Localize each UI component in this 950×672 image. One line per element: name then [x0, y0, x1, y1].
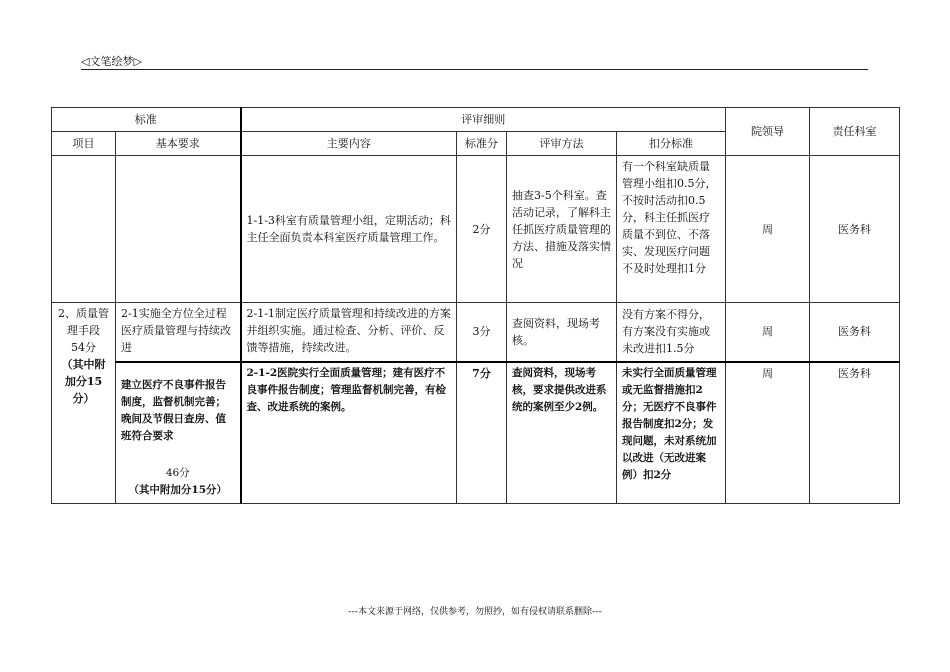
footer-disclaimer: ---本文来源于网络，仅供参考，勿照抄，如有侵权请联系删除---	[348, 607, 602, 617]
row1-basic-req	[116, 156, 241, 303]
row3-score: 7分	[457, 362, 507, 504]
header-review-rules: 评审细则	[241, 108, 726, 132]
row2-item-title: 2、质量管理手段	[58, 307, 109, 337]
row3-basic-req-text: 建立医疗不良事件报告制度，监督机制完善；晚间及节假日查房、值班符合要求	[121, 378, 226, 442]
row2-item-note: （其中附加分15分）	[61, 358, 106, 405]
header-standard: 标准	[52, 108, 241, 132]
header-dept: 责任科室	[810, 108, 900, 156]
row3-dept: 医务科	[810, 362, 900, 504]
row3-basic-req-note: （其中附加分15分）	[128, 483, 228, 496]
row1-score: 2分	[457, 156, 507, 303]
row2-dept: 医务科	[810, 303, 900, 362]
table-row	[52, 303, 900, 362]
table-row	[52, 362, 900, 504]
col-score: 标准分	[457, 132, 507, 156]
row3-method: 查阅资料，现场考核，要求提供改进系统的案例至少2例。	[507, 362, 617, 504]
col-method: 评审方法	[507, 132, 617, 156]
row3-basic-req	[116, 362, 241, 504]
row2-leader: 周	[726, 303, 810, 362]
row2-method: 查阅资料，现场考核。	[507, 303, 617, 362]
row3-basic-req-score: 46分	[165, 466, 190, 479]
document-header: ◁文笔绘梦▷	[81, 55, 142, 68]
col-main-content: 主要内容	[241, 132, 457, 156]
row3-leader: 周	[726, 362, 810, 504]
table-row	[52, 156, 900, 303]
row2-item	[52, 303, 116, 504]
row2-item-score: 54分	[71, 341, 96, 354]
row1-deduction: 有一个科室缺质量管理小组扣0.5分，不按时活动扣0.5分，科主任抓医疗质量不到位、不落实、发现医疗问题不及时处理扣1分	[617, 156, 726, 303]
col-basic-req: 基本要求	[116, 132, 241, 156]
header-leader: 院领导	[726, 108, 810, 156]
row3-deduction: 未实行全面质量管理或无监督措施扣2分；无医疗不良事件报告制度扣2分；发现问题，未对系统加以改进（无改进案例）扣2分	[617, 362, 726, 504]
row1-main-content: 1-1-3科室有质量管理小组，定期活动；科主任全面负责本科室医疗质量管理工作。	[241, 156, 457, 303]
header-divider	[81, 69, 868, 70]
row3-main-content: 2-1-2医院实行全面质量管理；建有医疗不良事件报告制度；管理监督机制完善，有检查、改进系统的案例。	[241, 362, 457, 504]
row2-deduction: 没有方案不得分，有方案没有实施或未改进扣1.5分	[617, 303, 726, 362]
row1-dept: 医务科	[810, 156, 900, 303]
col-deduction: 扣分标准	[617, 132, 726, 156]
row2-main-content: 2-1-1制定医疗质量管理和持续改进的方案并组织实施。通过检查、分析、评价、反馈等措施，持续改进。	[241, 303, 457, 362]
row1-method: 抽查3-5个科室。查活动记录，了解科主任抓医疗质量管理的方法、措施及落实情况	[507, 156, 617, 303]
row2-score: 3分	[457, 303, 507, 362]
row1-leader: 周	[726, 156, 810, 303]
row2-basic-req: 2-1实施全方位全过程医疗质量管理与持续改进	[116, 303, 241, 362]
evaluation-table	[51, 107, 900, 504]
col-item: 项目	[52, 132, 116, 156]
row1-item	[52, 156, 116, 303]
